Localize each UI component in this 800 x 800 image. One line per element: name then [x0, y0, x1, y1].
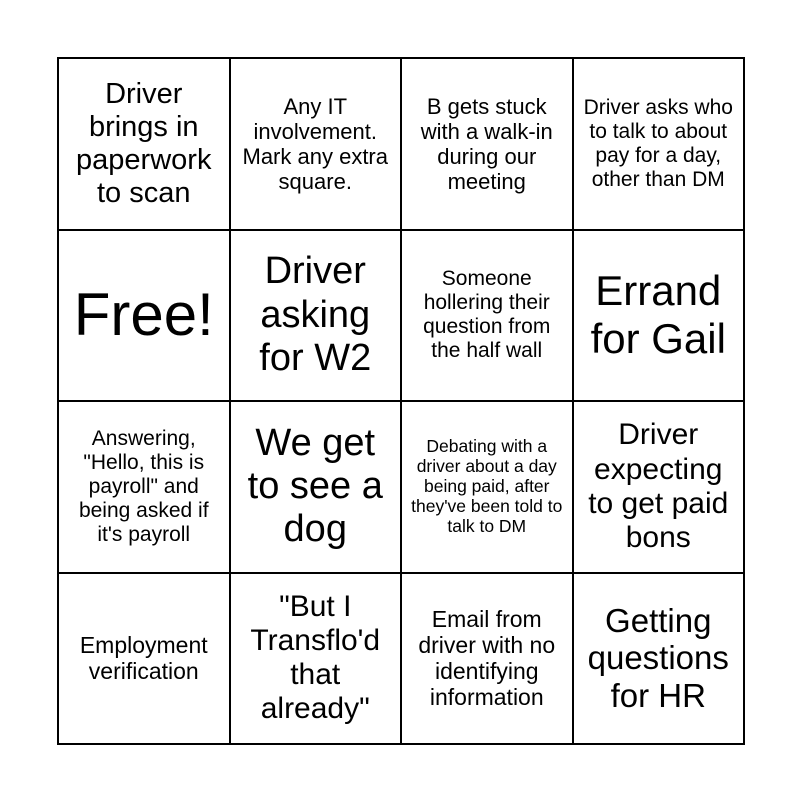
- bingo-cell[interactable]: We get to see a dog: [230, 401, 402, 573]
- bingo-cell[interactable]: Debating with a driver about a day being paid, after they've been told to talk to DM: [401, 401, 573, 573]
- bingo-row: [58, 58, 744, 230]
- bingo-cell[interactable]: Driver expecting to get paid bons: [573, 401, 745, 573]
- bingo-row: [58, 401, 744, 573]
- bingo-board: [57, 57, 745, 745]
- bingo-cell[interactable]: Any IT involvement. Mark any extra square.: [230, 58, 402, 230]
- bingo-cell[interactable]: Email from driver with no identifying information: [401, 573, 573, 745]
- bingo-cell[interactable]: Driver asks who to talk to about pay for a day, other than DM: [573, 58, 745, 230]
- bingo-cell[interactable]: "But I Transflo'd that already": [230, 573, 402, 745]
- bingo-cell[interactable]: Answering, "Hello, this is payroll" and being asked if it's payroll: [58, 401, 230, 573]
- bingo-cell[interactable]: B gets stuck with a walk-in during our meeting: [401, 58, 573, 230]
- bingo-cell[interactable]: Driver brings in paperwork to scan: [58, 58, 230, 230]
- bingo-row: [58, 573, 744, 745]
- bingo-row: [58, 230, 744, 402]
- bingo-cell[interactable]: Employment verification: [58, 573, 230, 745]
- bingo-cell[interactable]: Someone hollering their question from the half wall: [401, 230, 573, 402]
- bingo-cell[interactable]: Driver asking for W2: [230, 230, 402, 402]
- bingo-cell[interactable]: Errand for Gail: [573, 230, 745, 402]
- free-space[interactable]: Free!: [58, 230, 230, 402]
- bingo-cell[interactable]: Getting questions for HR: [573, 573, 745, 745]
